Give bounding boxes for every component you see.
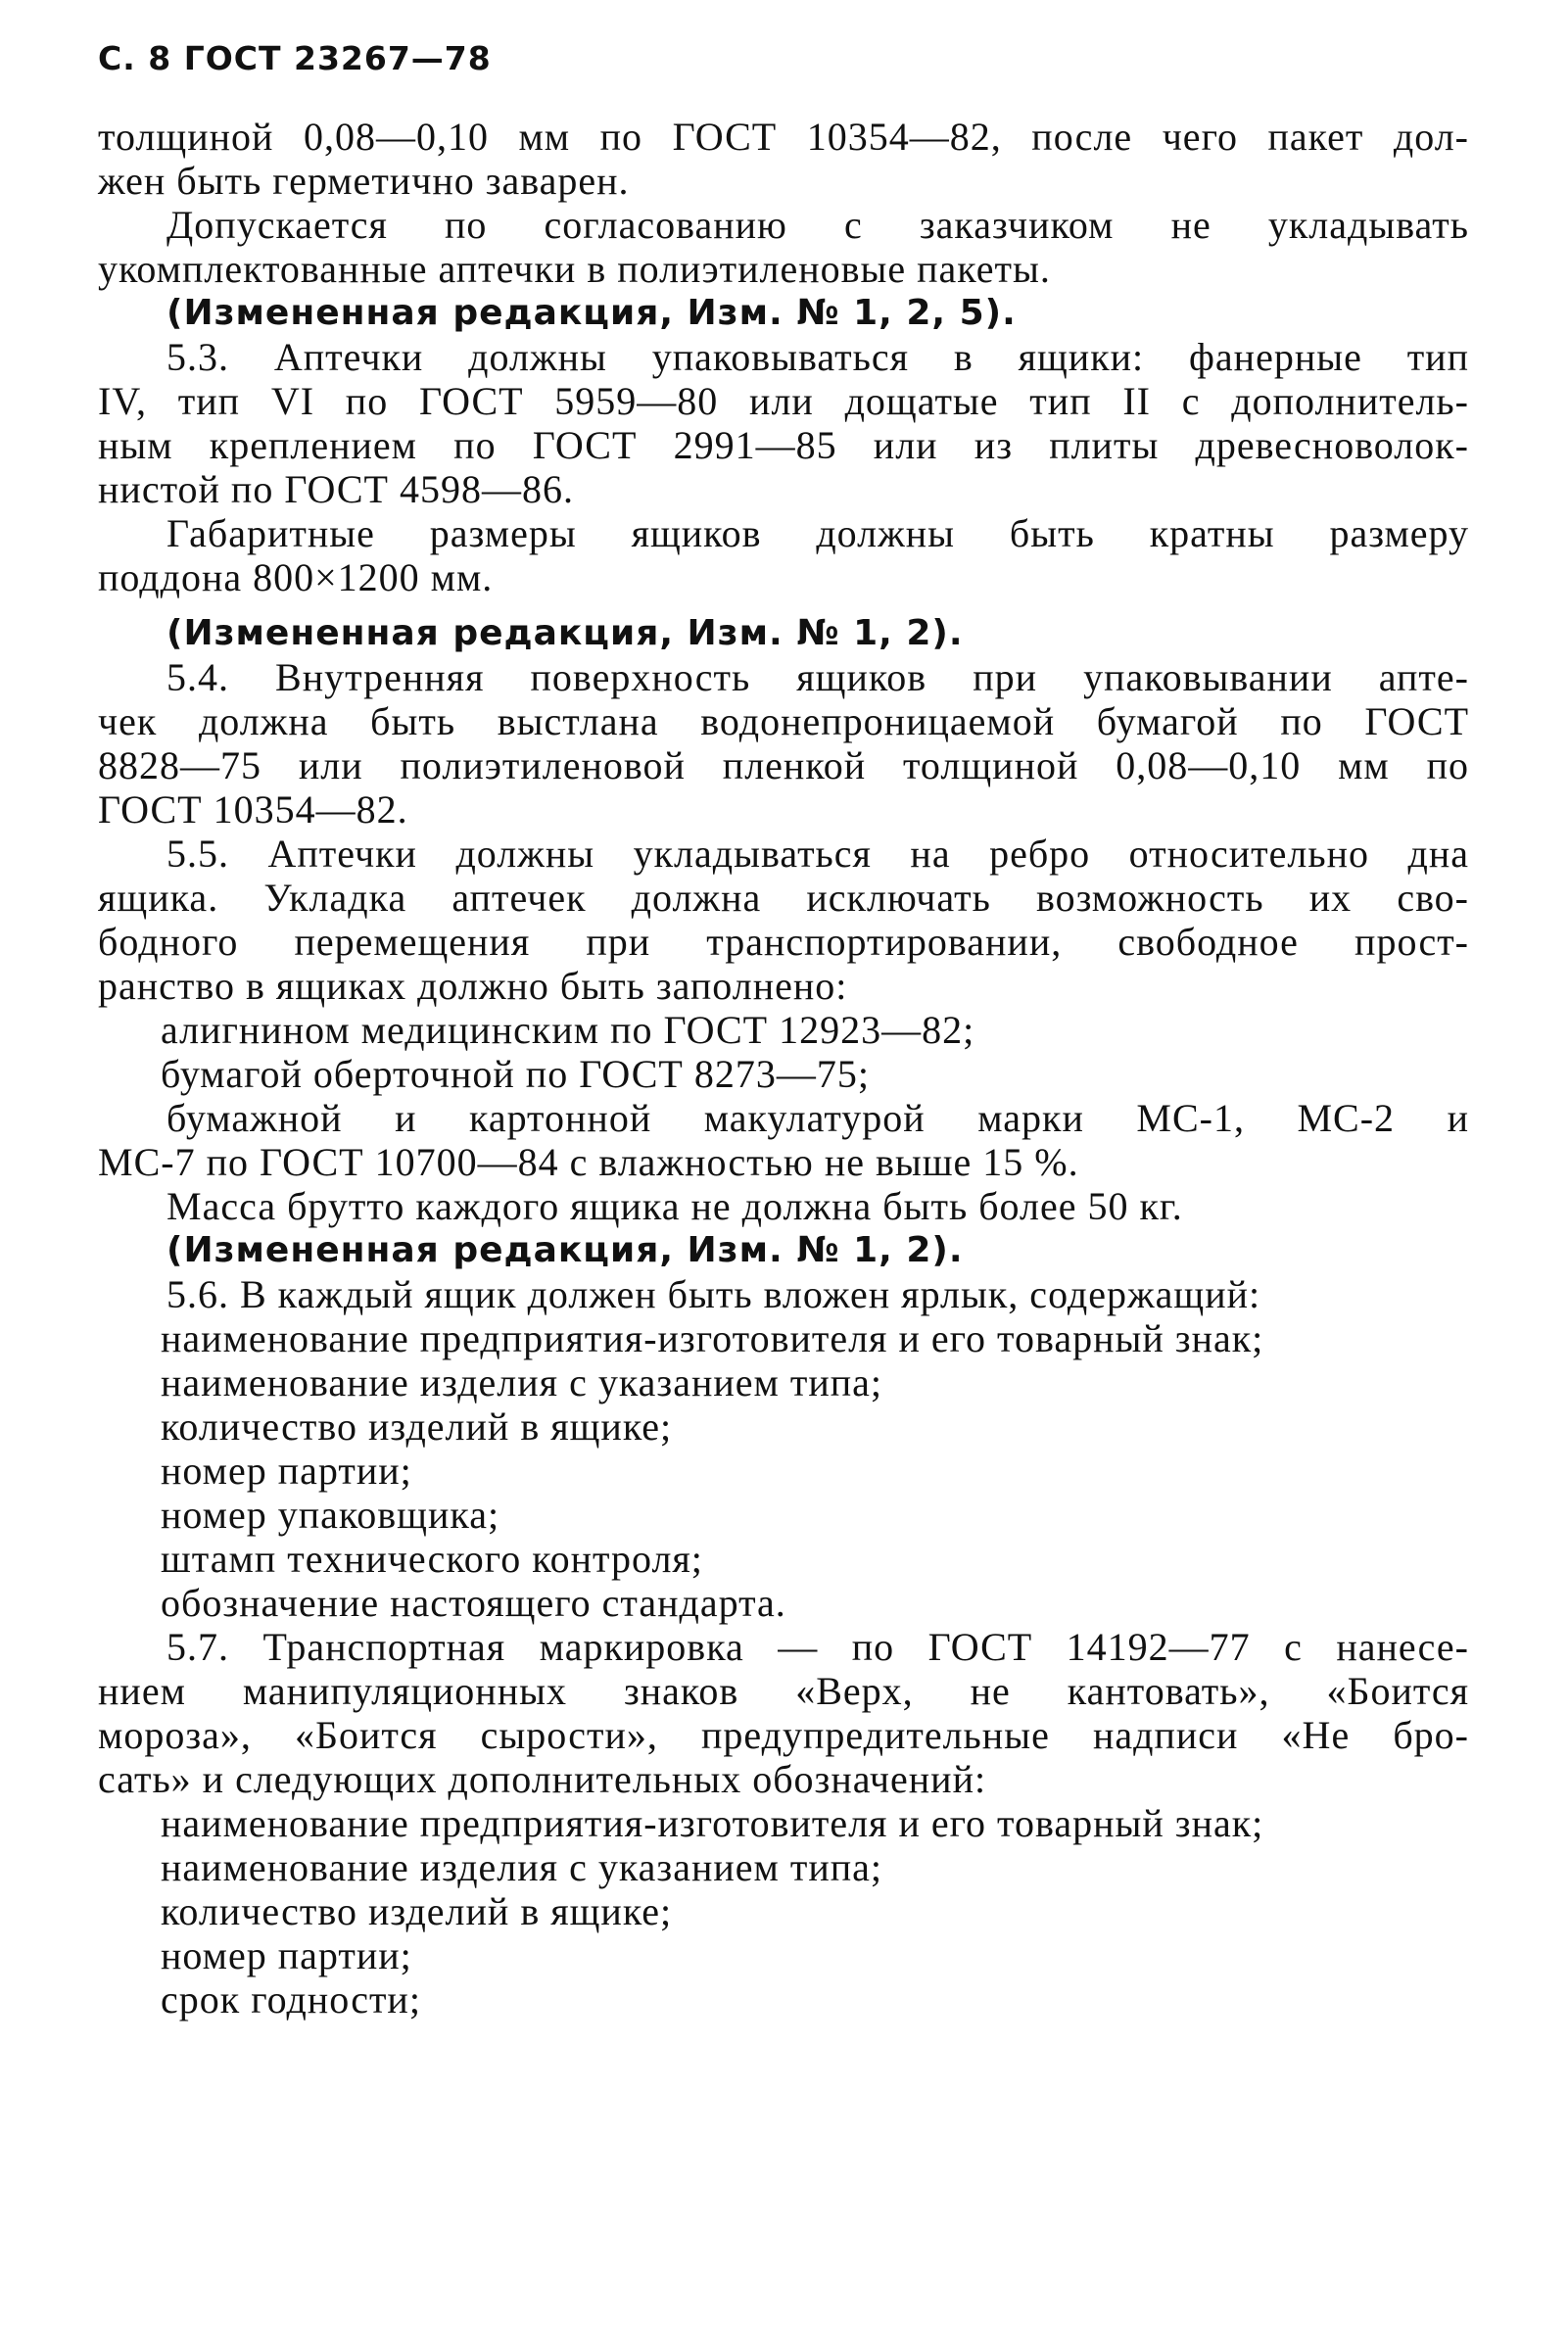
page-header: С. 8 ГОСТ 23267—78 [98, 39, 492, 77]
list-item: наименование изделия с указанием типа; [161, 1845, 883, 1889]
text-line: 5.6. В каждый ящик должен быть вложен ярлык, содержащий: [166, 1272, 1261, 1316]
text-line: ящика. Укладка аптечек должна исключать возможность их сво- [98, 876, 1469, 920]
text-line: IV, тип VI по ГОСТ 5959—80 или дощатые тип II с дополнитель- [98, 379, 1469, 423]
text-line: толщиной 0,08—0,10 мм по ГОСТ 10354—82, после чего пакет дол- [98, 115, 1469, 159]
text-line: Допускается по согласованию с заказчиком не укладывать [166, 203, 1469, 247]
list-item: количество изделий в ящике; [161, 1404, 673, 1449]
amendment-note: (Измененная редакция, Изм. № 1, 2). [166, 1230, 964, 1270]
text-line: Габаритные размеры ящиков должны быть кратны размеру [166, 511, 1469, 555]
list-item: номер партии; [161, 1449, 412, 1493]
text-line: Масса брутто каждого ящика не должна быть более 50 кг. [166, 1184, 1183, 1228]
text-line: бодного перемещения при транспортировании, свободное прост- [98, 920, 1469, 964]
list-item: наименование изделия с указанием типа; [161, 1360, 883, 1404]
body-text [98, 115, 1469, 2022]
text-line: 5.3. Аптечки должны упаковываться в ящики: фанерные тип [166, 335, 1469, 379]
list-item: бумагой оберточной по ГОСТ 8273—75; [161, 1052, 870, 1096]
text-line: 8828—75 или полиэтиленовой пленкой толщиной 0,08—0,10 мм по [98, 743, 1469, 787]
list-item: срок годности; [161, 1977, 421, 2022]
text-line: сать» и следующих дополнительных обозначений: [98, 1757, 987, 1801]
list-item: номер партии; [161, 1933, 412, 1977]
amendment-note: (Измененная редакция, Изм. № 1, 2). [166, 613, 964, 653]
text-line: нистой по ГОСТ 4598—86. [98, 467, 574, 511]
list-item: алигнином медицинским по ГОСТ 12923—82; [161, 1008, 975, 1052]
text-line: 5.7. Транспортная маркировка — по ГОСТ 14192—77 с нанесе- [166, 1625, 1469, 1669]
amendment-note: (Измененная редакция, Изм. № 1, 2, 5). [166, 293, 1017, 333]
text-line: жен быть герметично заварен. [98, 159, 630, 203]
text-line: чек должна быть выстлана водонепроницаемой бумагой по ГОСТ [98, 699, 1469, 743]
list-item: наименование предприятия-изготовителя и его товарный знак; [161, 1316, 1264, 1360]
text-line: МС-7 по ГОСТ 10700—84 с влажностью не выше 15 %. [98, 1140, 1079, 1184]
text-line: поддона 800×1200 мм. [98, 555, 494, 599]
list-item: бумажной и картонной макулатурой марки МС-1, МС-2 и [166, 1096, 1469, 1140]
text-line: ГОСТ 10354—82. [98, 787, 408, 832]
text-line: укомплектованные аптечки в полиэтиленовые пакеты. [98, 247, 1051, 291]
list-item: наименование предприятия-изготовителя и его товарный знак; [161, 1801, 1264, 1845]
list-item: обозначение настоящего стандарта. [161, 1581, 786, 1625]
list-item: номер упаковщика; [161, 1493, 500, 1537]
text-line: ным креплением по ГОСТ 2991—85 или из плиты древесноволок- [98, 423, 1469, 467]
text-line: 5.5. Аптечки должны укладываться на ребро относительно дна [166, 832, 1469, 876]
text-line: мороза», «Боится сырости», предупредительные надписи «Не бро- [98, 1713, 1469, 1757]
list-item: штамп технического контроля; [161, 1537, 703, 1581]
text-line: 5.4. Внутренняя поверхность ящиков при упаковывании апте- [166, 655, 1469, 699]
text-line: нием манипуляционных знаков «Верх, не кантовать», «Боится [98, 1669, 1469, 1713]
list-item: количество изделий в ящике; [161, 1889, 673, 1933]
text-line: ранство в ящиках должно быть заполнено: [98, 964, 848, 1008]
document-page [98, 39, 1469, 2022]
